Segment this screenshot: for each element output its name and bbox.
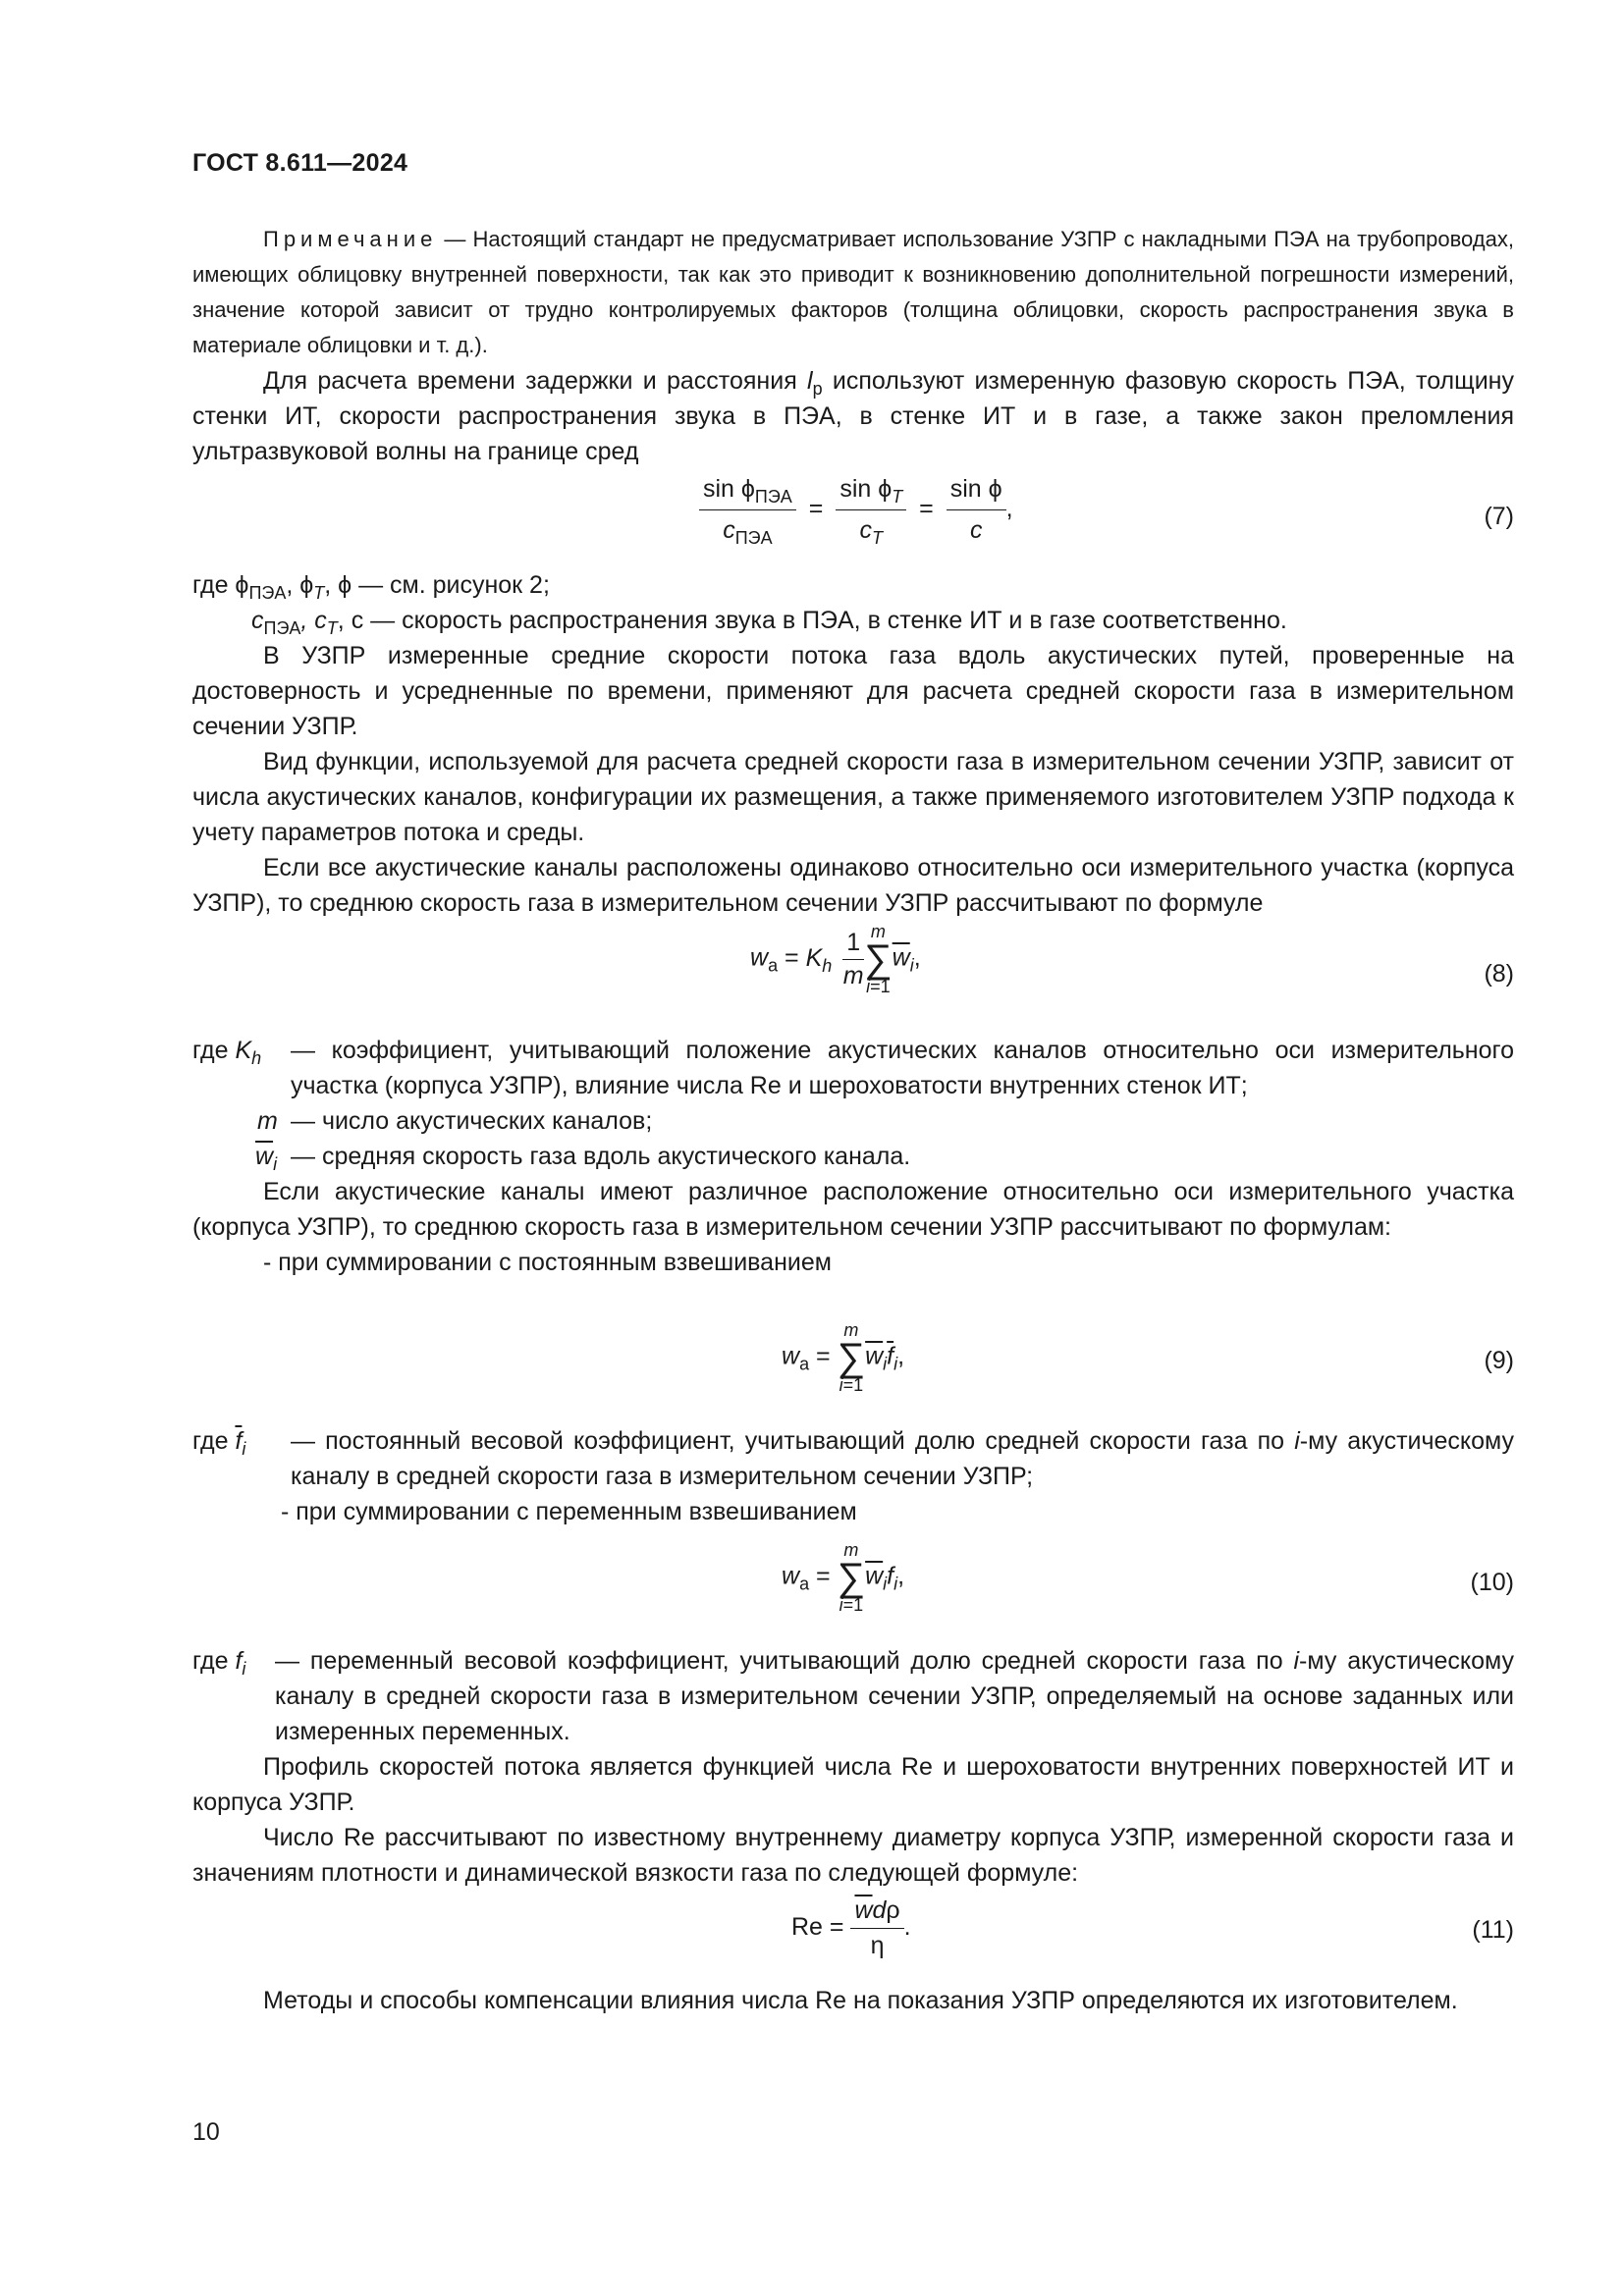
equation-9-number: (9) bbox=[1484, 1347, 1514, 1374]
paragraph-profile: Профиль скоростей потока является функцией числа Re и шероховатости внутренних поверхностей ИТ и корпуса УЗПР. bbox=[192, 1753, 1514, 1816]
where-7: где $\phi_{ПЭА}$, $\phi_T$, ϕ — см. рисунок 2; $c_{ПЭА}$, $c_T$, c — скорость распространения звука в ПЭА, в стенке ИТ и в газе соответственно. bbox=[192, 571, 1287, 638]
note-block bbox=[192, 222, 1514, 363]
note-text: — Настоящий стандарт не предусматривает использование УЗПР с накладными ПЭА на трубопроводах, имеющих облицовку внутренней поверхности, так как это приводит к возникновению дополнительной погрешности измерений, значение которой зависит от трудно контролируемых факторов (толщина облицовки, скорость распространения звука в материале облицовки и т. д.). bbox=[192, 227, 1514, 357]
equation-11-number: (11) bbox=[1472, 1916, 1514, 1944]
paragraph-methods: Методы и способы компенсации влияния числа Re на показания УЗПР определяются их изготовителем. bbox=[263, 1987, 1458, 2014]
equation-7-number: (7) bbox=[1484, 503, 1514, 530]
bullet-var: - при суммировании с переменным взвешиванием bbox=[281, 1498, 857, 1525]
equation-8-number: (8) bbox=[1484, 960, 1514, 988]
where-10: где $f_i$ — переменный весовой коэффициент, учитывающий долю средней скорости газа по i-му акустическому каналу в средней скорости газа в измерительном сечении УЗПР, определяемый на основе заданных или измеренных переменных. bbox=[192, 1647, 1514, 1745]
note-label: Примечание bbox=[263, 227, 438, 251]
equation-7: $\frac{\sin \phi_{ПЭА}}{c_{ПЭА}}$ = $\frac{\sin \phi_T}{c_T}$ = $\frac{\text{sin ϕ}}{c}$ , bbox=[699, 475, 1013, 545]
page-number: 10 bbox=[192, 2118, 220, 2146]
equation-9: $w_а$ = m ∑ i=1 $\overline{w}_i\overline{f}_i$, bbox=[782, 1320, 905, 1395]
standard-header: ГОСТ 8.611—2024 bbox=[192, 149, 408, 177]
where-8: где $K_h$ — коэффициент, учитывающий положение акустических каналов относительно оси измерительного участка (корпуса УЗПР), влияние числа Re и шероховатости внутренних стенок ИТ; m — число акустических каналов; $\overline{w}_i$ — средняя скорость газа вдоль акустического канала. bbox=[192, 1037, 1514, 1174]
paragraph-3: Если все акустические каналы расположены одинаково относительно оси измерительного участка (корпуса УЗПР), то среднюю скорость газа в измерительном сечении УЗПР рассчитывают по формуле bbox=[192, 854, 1514, 917]
paragraphs-block bbox=[192, 638, 1514, 921]
paragraph-1: В УЗПР измеренные средние скорости потока газа вдоль акустических путей, проверенные на достоверность и усредненные по времени, применяют для расчета средней скорости газа в измерительном сечении УЗПР. bbox=[192, 642, 1514, 740]
equation-8: $w_а = K_h$ $\frac{1}{m}$ m ∑ i=1 $\overline{w}_i$, bbox=[750, 922, 921, 996]
paragraph-re: Число Re рассчитывают по известному внутреннему диаметру корпуса УЗПР, измеренной скорости газа и значениям плотности и динамической вязкости газа по следующей формуле: bbox=[192, 1824, 1514, 1887]
where-9: где $\overline{f}_i$ — постоянный весовой коэффициент, учитывающий долю средней скорости газа по i-му акустическому каналу в средней скорости газа в измерительном сечении УЗПР; - при суммировании с переменным взвешиванием bbox=[192, 1423, 1514, 1531]
equation-10-number: (10) bbox=[1470, 1569, 1514, 1596]
equation-11: Re = $\frac{\overline{w}d\rho}{\eta}$ . bbox=[791, 1896, 911, 1959]
equation-10: $w_а$ = m ∑ i=1 $\overline{w}_if_i$, bbox=[782, 1540, 905, 1615]
paragraph-2: Вид функции, используемой для расчета средней скорости газа в измерительном сечении УЗПР, зависит от числа акустических каналов, конфигурации их размещения, а также применяемого изготовителем УЗПР подхода к учету параметров потока и среды. bbox=[192, 748, 1514, 846]
bullet-const: - при суммировании с постоянным взвешиванием bbox=[263, 1249, 832, 1276]
paragraph-different: Если акустические каналы имеют различное расположение относительно оси измерительного участка (корпуса УЗПР), то среднюю скорость газа в измерительном сечении УЗПР рассчитывают по формулам: - при суммировании с постоянным взвешиванием bbox=[192, 1174, 1514, 1280]
paragraph-profile-block bbox=[192, 1749, 1514, 1891]
paragraph-lp: Для расчета времени задержки и расстояния $l_р$ используют измеренную фазовую скорость ПЭА, толщину стенки ИТ, скорости распространения звука в ПЭА, в стенке ИТ и в газе, а также закон преломления ультразвуковой волны на границе сред bbox=[192, 367, 1514, 465]
